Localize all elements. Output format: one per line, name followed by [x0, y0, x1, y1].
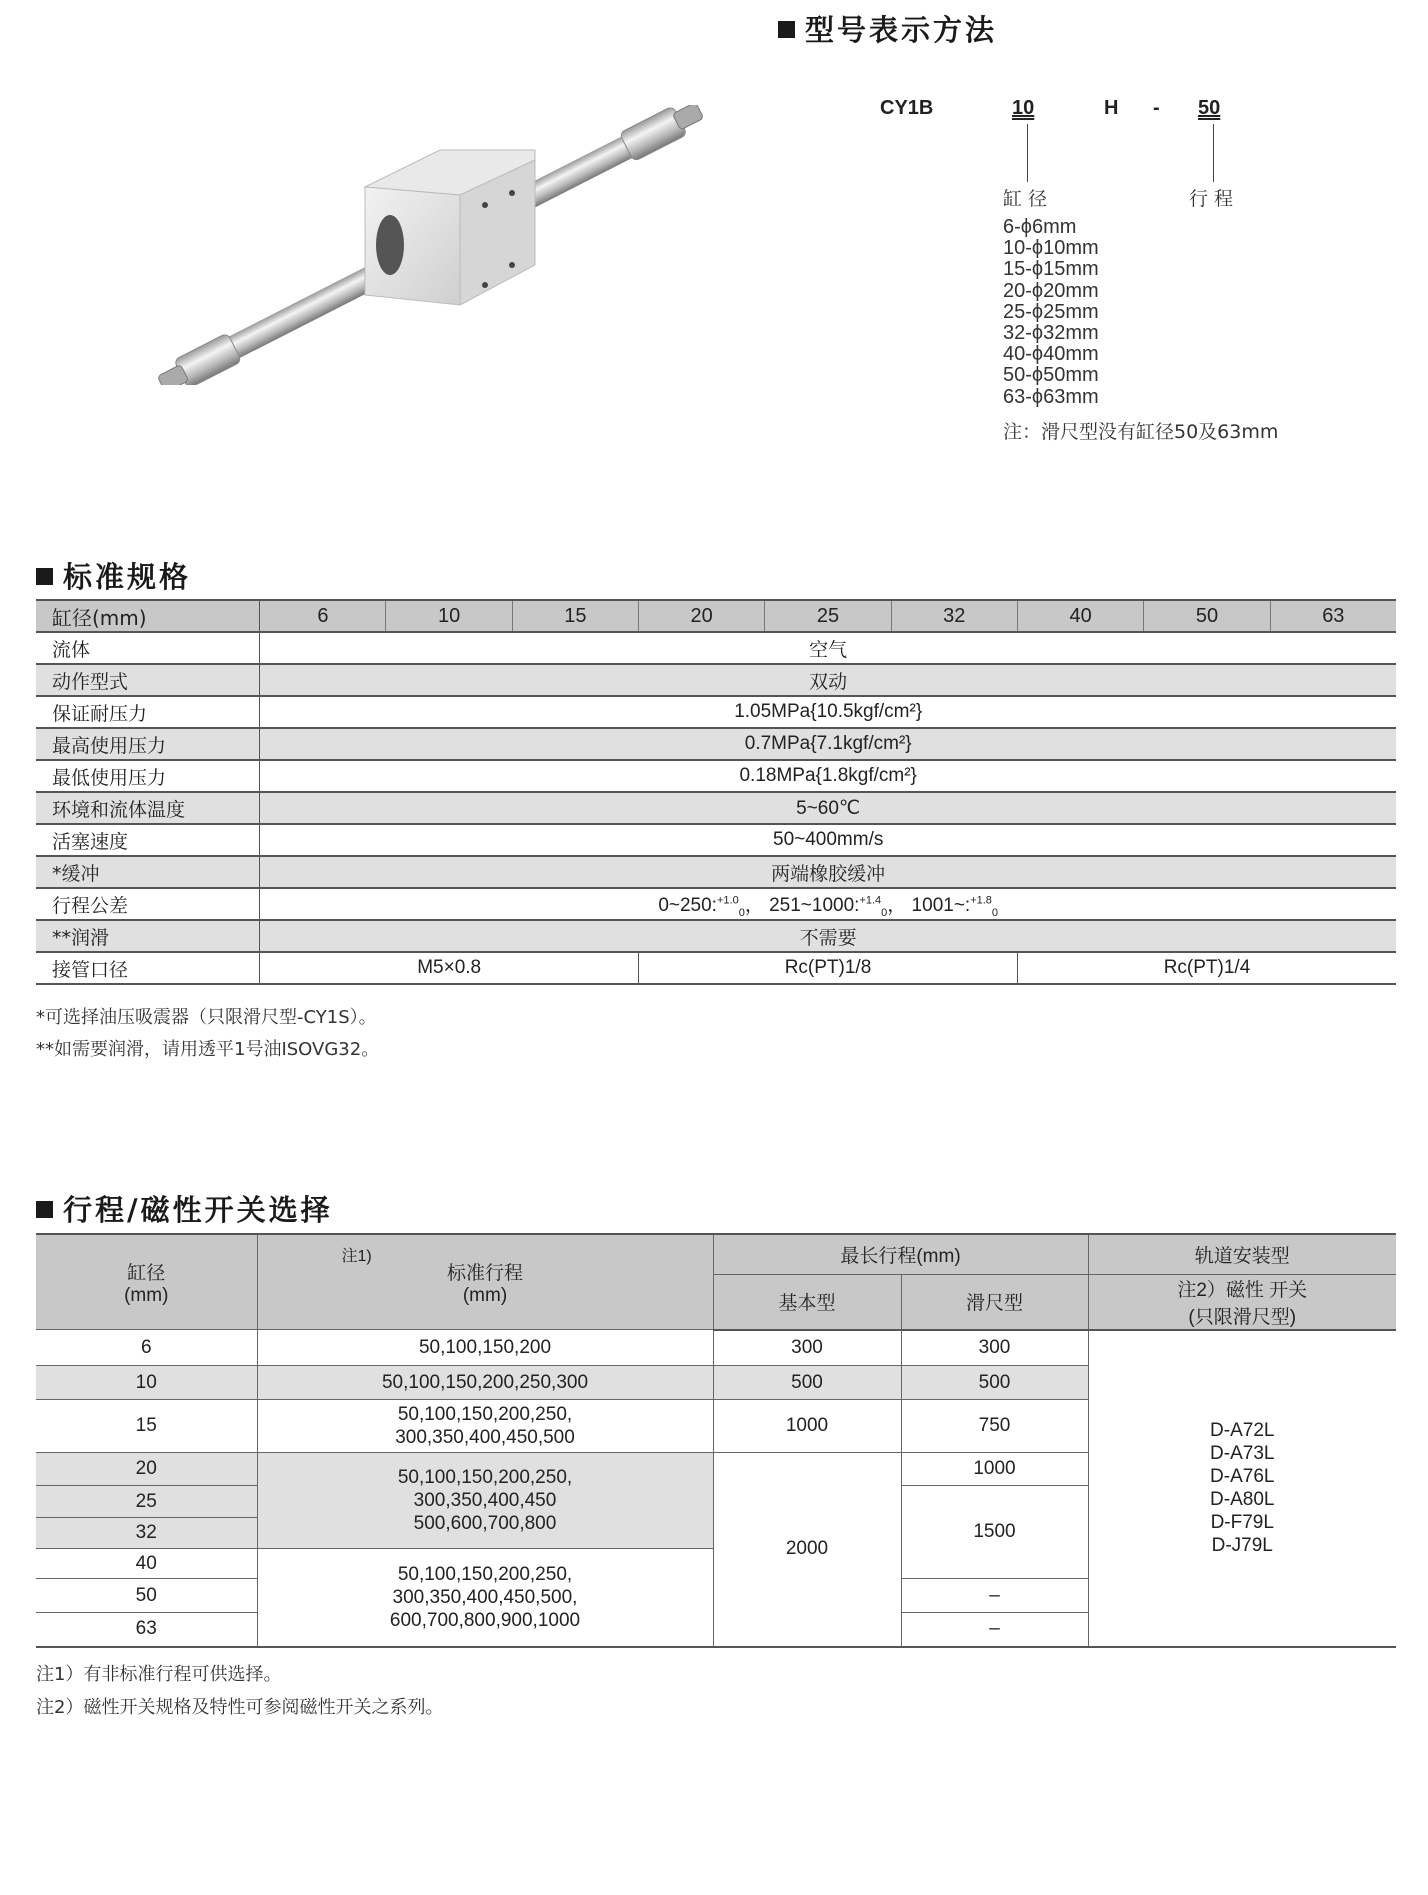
bore-cell: 10 [36, 1366, 257, 1400]
slide-max-cell: 500 [901, 1366, 1088, 1400]
tol-text: ， 1001~: [887, 894, 971, 916]
spec-row [36, 664, 1396, 696]
spec-row-label: 动作型式 [36, 664, 260, 696]
col-rail-header: 轨道安装型 [1088, 1234, 1396, 1274]
tol-sub: 0 [738, 906, 745, 919]
spec-row-value: 双动 [260, 664, 1396, 696]
spec-bore-cell: 32 [891, 600, 1017, 632]
col-bore-unit: (mm) [124, 1284, 169, 1306]
spec-row-label: **润滑 [36, 920, 260, 952]
bore-cell: 50 [36, 1579, 257, 1613]
spec-row [36, 760, 1396, 792]
basic-max-cell: 300 [713, 1330, 901, 1366]
model-code-type: H [1104, 97, 1119, 119]
spec-port-row [36, 952, 1396, 984]
bore-option: 63-ϕ63mm [1003, 385, 1099, 408]
bore-cell: 20 [36, 1453, 257, 1486]
spec-row [36, 632, 1396, 664]
tol-text: ， 251~1000: [744, 894, 860, 916]
stroke-table [36, 1233, 1396, 1648]
slide-max-cell: 1000 [901, 1453, 1088, 1486]
basic-max-cell: 2000 [713, 1453, 901, 1647]
spec-row-value: 不需要 [260, 920, 1396, 952]
switch-list-cell: D-A72L D-A73L D-A76L D-A80L D-F79L D-J79L [1088, 1330, 1396, 1647]
spec-row [36, 824, 1396, 856]
col-std-unit: (mm) [462, 1284, 508, 1306]
spec-row-label: 最低使用压力 [36, 760, 260, 792]
spec-bore-cell: 15 [512, 600, 638, 632]
slide-max-cell: 300 [901, 1330, 1088, 1366]
col-switch-sub: (只限滑尺型) [1188, 1306, 1297, 1328]
model-code-prefix: CY1B [880, 97, 934, 119]
stroke-tolerance-value [260, 888, 1396, 920]
bore-label: 缸 径 [1003, 188, 1048, 210]
spec-row-value: 50~400mm/s [260, 824, 1396, 856]
tol-sup: +1.8 [970, 894, 992, 907]
std-stroke-cell: 50,100,150,200 [257, 1330, 713, 1366]
square-bullet-icon [36, 568, 53, 585]
spec-row-label: 最高使用压力 [36, 728, 260, 760]
spec-row [36, 792, 1396, 824]
spec-bore-cell: 40 [1017, 600, 1143, 632]
square-bullet-icon [36, 1201, 53, 1218]
port-value: Rc(PT)1/4 [1017, 952, 1396, 984]
bore-cell: 6 [36, 1330, 257, 1366]
model-section-heading: 型号表示方法 [778, 8, 997, 49]
bore-option: 50-ϕ50mm [1003, 364, 1099, 387]
spec-header-label: 缸径(mm) [36, 600, 260, 632]
bore-option: 20-ϕ20mm [1003, 279, 1099, 302]
col-std-note: 注1) [341, 1248, 372, 1265]
spec-row-label: 环境和流体温度 [36, 792, 260, 824]
square-bullet-icon [778, 21, 795, 38]
spec-header-row [36, 600, 1396, 632]
port-value: Rc(PT)1/8 [638, 952, 1017, 984]
bore-cell: 15 [36, 1400, 257, 1453]
spec-bore-cell: 25 [765, 600, 891, 632]
slide-max-cell: 750 [901, 1400, 1088, 1453]
bore-cell: 63 [36, 1613, 257, 1647]
stroke-footnote: 注1）有非标准行程可供选择。 [36, 1664, 282, 1685]
col-switch-title: 注2）磁性 开关 [1177, 1279, 1308, 1301]
bore-option: 25-ϕ25mm [1003, 300, 1099, 323]
spec-row-value: 两端橡胶缓冲 [260, 856, 1396, 888]
model-code-dash: - [1153, 97, 1160, 119]
bore-cell: 25 [36, 1486, 257, 1518]
bore-cell: 32 [36, 1518, 257, 1549]
bore-option: 40-ϕ40mm [1003, 343, 1099, 366]
spec-section-heading: 标准规格 [36, 555, 191, 596]
spec-row-label: 接管口径 [36, 952, 260, 984]
col-slide-header: 滑尺型 [901, 1274, 1088, 1330]
spec-bore-cell: 10 [386, 600, 512, 632]
cylinder-product-image [150, 105, 720, 385]
stroke-section-heading: 行程/磁性开关选择 [36, 1188, 333, 1229]
basic-max-cell: 500 [713, 1366, 901, 1400]
col-std-header [257, 1234, 713, 1330]
col-bore-title: 缸径 [127, 1262, 166, 1284]
bore-leader-line [1027, 124, 1028, 182]
tol-sup: +1.0 [716, 894, 739, 907]
col-max-header: 最长行程(mm) [713, 1234, 1088, 1274]
spec-row-value: 空气 [260, 632, 1396, 664]
model-code-bore: 10 [1012, 97, 1035, 119]
stroke-footnote: 注2）磁性开关规格及特性可参阅磁性开关之系列。 [36, 1697, 444, 1718]
stroke-leader-line [1213, 124, 1214, 182]
spec-row [36, 920, 1396, 952]
spec-bore-cell: 50 [1144, 600, 1270, 632]
spec-row-label: 活塞速度 [36, 824, 260, 856]
spec-row-label: *缓冲 [36, 856, 260, 888]
spec-row [36, 856, 1396, 888]
slide-max-cell: 1500 [901, 1486, 1088, 1579]
spec-row [36, 888, 1396, 920]
std-stroke-cell: 50,100,150,200,250, 300,350,400,450,500, 600,700,800,900,1000 [257, 1549, 713, 1647]
spec-row-label: 流体 [36, 632, 260, 664]
spec-row-value: 0.18MPa{1.8kgf/cm²} [260, 760, 1396, 792]
table-row [36, 1330, 1396, 1366]
spec-bore-cell: 6 [260, 600, 386, 632]
slide-max-cell: – [901, 1613, 1088, 1647]
stroke-header-row [36, 1234, 1396, 1274]
spec-footnote: **如需要润滑，请用透平1号油ISOVG32。 [36, 1039, 380, 1060]
spec-table [36, 599, 1396, 985]
spec-row [36, 728, 1396, 760]
stroke-label: 行 程 [1189, 188, 1234, 210]
port-value: M5×0.8 [260, 952, 639, 984]
model-note: 注：滑尺型没有缸径50及63mm [1003, 421, 1279, 443]
bore-option: 15-ϕ15mm [1003, 258, 1099, 281]
spec-bore-cell: 63 [1270, 600, 1396, 632]
tol-sup: +1.4 [859, 894, 882, 907]
std-stroke-cell: 50,100,150,200,250,300 [257, 1366, 713, 1400]
tol-sub: 0 [991, 906, 999, 919]
bore-cell: 40 [36, 1549, 257, 1579]
spec-row [36, 696, 1396, 728]
spec-bore-cell: 20 [638, 600, 764, 632]
col-std-title: 标准行程 [446, 1262, 523, 1284]
spec-row-label: 保证耐压力 [36, 696, 260, 728]
spec-row-value: 5~60℃ [260, 792, 1396, 824]
tol-sub: 0 [881, 906, 888, 919]
basic-max-cell: 1000 [713, 1400, 901, 1453]
slide-max-cell: – [901, 1579, 1088, 1613]
std-stroke-cell: 50,100,150,200,250, 300,350,400,450 500,600,700,800 [257, 1453, 713, 1549]
bore-option: 6-ϕ6mm [1003, 216, 1077, 238]
spec-row-label: 行程公差 [36, 888, 260, 920]
model-code-stroke: 50 [1198, 97, 1221, 119]
bore-option: 32-ϕ32mm [1003, 322, 1099, 345]
col-basic-header: 基本型 [713, 1274, 901, 1330]
tol-text: 0~250: [658, 894, 717, 916]
col-switch-header [1088, 1274, 1396, 1330]
bore-options-list [1003, 217, 1099, 408]
spec-footnote: *可选择油压吸震器（只限滑尺型-CY1S）。 [36, 1007, 377, 1028]
spec-row-value: 0.7MPa{7.1kgf/cm²} [260, 728, 1396, 760]
spec-row-value: 1.05MPa{10.5kgf/cm²} [260, 696, 1396, 728]
bore-option: 10-ϕ10mm [1003, 237, 1099, 260]
std-stroke-cell: 50,100,150,200,250, 300,350,400,450,500 [257, 1400, 713, 1453]
col-bore-header [36, 1234, 257, 1330]
